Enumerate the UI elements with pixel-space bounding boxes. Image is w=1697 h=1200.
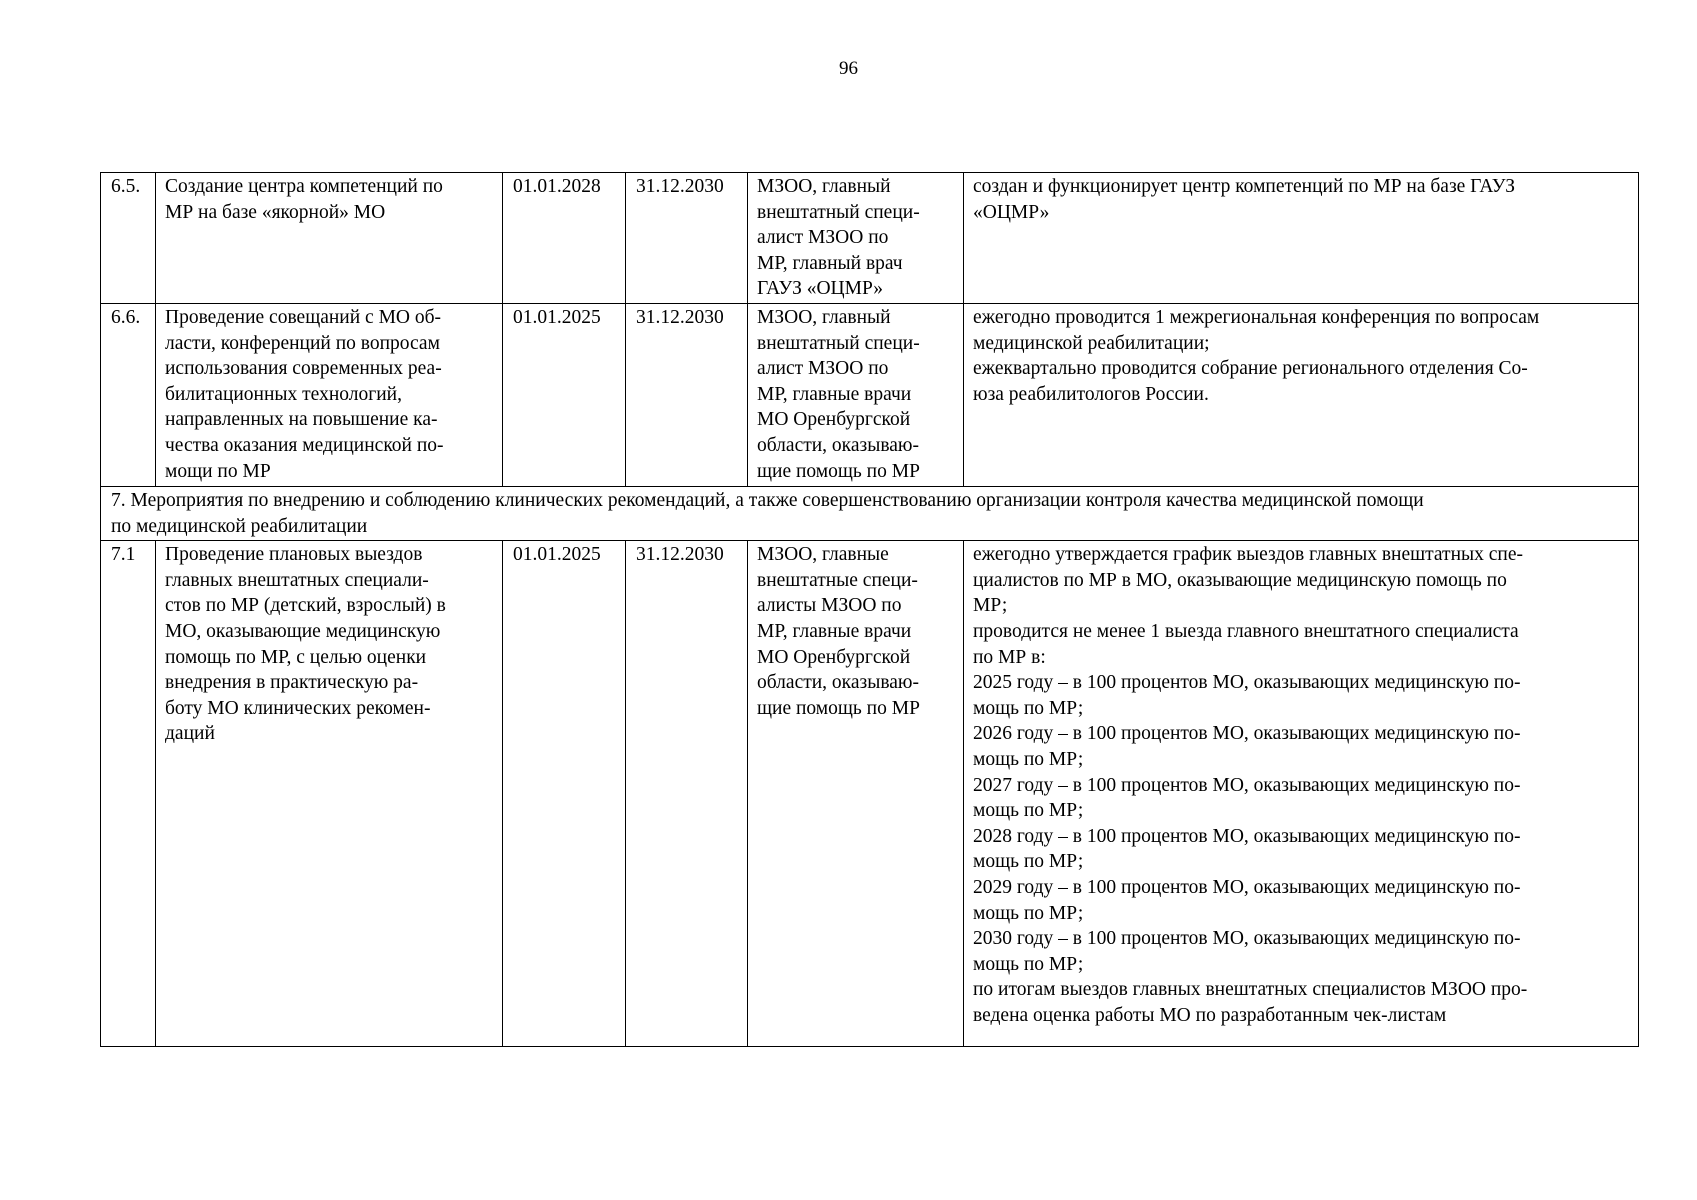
row-number: 6.6. xyxy=(101,304,156,487)
text-line: МР, главный врач xyxy=(757,252,903,274)
row-number: 7.1 xyxy=(101,541,156,1047)
result-cell xyxy=(964,173,1639,304)
start-date: 01.01.2025 xyxy=(503,304,626,487)
text-line: алисты МЗОО по xyxy=(757,595,902,617)
responsible-cell xyxy=(748,304,964,487)
end-date: 31.12.2030 xyxy=(626,173,748,304)
end-date: 31.12.2030 xyxy=(626,541,748,1047)
text-line: МР; xyxy=(973,595,1008,617)
text-line: ГАУЗ «ОЦМР» xyxy=(757,278,884,300)
text-line: МО Оренбургской xyxy=(757,646,911,668)
text-line: 2030 году – в 100 процентов МО, оказывающих медицинскую по- xyxy=(973,928,1521,950)
text-line: МЗОО, главный xyxy=(757,176,891,197)
text-line: внештатные специ- xyxy=(757,569,918,591)
text-line: юза реабилитологов России. xyxy=(973,383,1209,405)
text-line: 2028 году – в 100 процентов МО, оказывающих медицинскую по- xyxy=(973,825,1521,847)
text-line: создан и функционирует центр компетенций по МР на базе ГАУЗ xyxy=(973,176,1516,197)
text-line: алист МЗОО по xyxy=(757,358,889,380)
text-line: внедрения в практическую ра- xyxy=(165,672,419,694)
text-line: ежегодно проводится 1 межрегиональная конференция по вопросам xyxy=(973,307,1540,328)
text-line: области, оказываю- xyxy=(757,434,919,456)
text-line: области, оказываю- xyxy=(757,672,919,694)
table-row-6-5 xyxy=(101,173,1639,304)
text-line: Создание центра компетенций по xyxy=(165,176,443,197)
section-header-row xyxy=(101,487,1639,541)
responsible-cell xyxy=(748,173,964,304)
start-date: 01.01.2028 xyxy=(503,173,626,304)
text-line: направленных на повышение ка- xyxy=(165,409,438,431)
text-line: Проведение плановых выездов xyxy=(165,544,423,566)
text-line: внештатный специ- xyxy=(757,332,920,354)
text-line: 2029 году – в 100 процентов МО, оказывающих медицинскую по- xyxy=(973,876,1521,898)
text-line: внештатный специ- xyxy=(757,201,920,223)
page-number: 96 xyxy=(839,58,858,79)
result-cell xyxy=(964,304,1639,487)
text-line: главных внештатных специали- xyxy=(165,569,429,591)
text-line: по МР в: xyxy=(973,646,1046,668)
text-line: МР, главные врачи xyxy=(757,620,912,642)
text-line: мощь по МР; xyxy=(973,697,1084,719)
text-line: алист МЗОО по xyxy=(757,227,889,249)
text-line: щие помощь по МР xyxy=(757,460,920,482)
text-line: использования современных реа- xyxy=(165,358,442,380)
section-heading xyxy=(101,487,1639,541)
table-row-6-6 xyxy=(101,304,1639,487)
responsible-cell xyxy=(748,541,964,1047)
text-line: даций xyxy=(165,723,215,745)
text-line: МР на базе «якорной» МО xyxy=(165,201,386,223)
event-cell xyxy=(156,541,503,1047)
text-line: билитационных технологий, xyxy=(165,383,402,405)
start-date: 01.01.2025 xyxy=(503,541,626,1047)
text-line: мощь по МР; xyxy=(973,851,1084,873)
row-number: 6.5. xyxy=(101,173,156,304)
text-line: ласти, конференций по вопросам xyxy=(165,332,440,354)
text-line: помощь по МР, с целью оценки xyxy=(165,646,427,668)
result-cell xyxy=(964,541,1639,1047)
text-line: мощи по МР xyxy=(165,460,271,482)
text-line: ежеквартально проводится собрание регионального отделения Со- xyxy=(973,358,1528,380)
text-line: мощь по МР; xyxy=(973,902,1084,924)
text-line: щие помощь по МР xyxy=(757,697,920,719)
text-line: циалистов по МР в МО, оказывающие медицинскую помощь по xyxy=(973,569,1507,591)
text-line: МР, главные врачи xyxy=(757,383,912,405)
text-line: МЗОО, главный xyxy=(757,307,891,328)
text-line: боту МО клинических рекомен- xyxy=(165,697,431,719)
text-line: медицинской реабилитации; xyxy=(973,332,1210,354)
text-line: 2027 году – в 100 процентов МО, оказывающих медицинскую по- xyxy=(973,774,1521,796)
text-line: стов по МР (детский, взрослый) в xyxy=(165,595,446,617)
text-line: «ОЦМР» xyxy=(973,201,1050,223)
text-line: мощь по МР; xyxy=(973,953,1084,975)
text-line: по медицинской реабилитации xyxy=(111,515,368,537)
text-line: Проведение совещаний с МО об- xyxy=(165,307,442,328)
text-line: чества оказания медицинской по- xyxy=(165,434,444,456)
text-line: мощь по МР; xyxy=(973,800,1084,822)
end-date: 31.12.2030 xyxy=(626,304,748,487)
text-line: мощь по МР; xyxy=(973,748,1084,770)
text-line: 7. Мероприятия по внедрению и соблюдению клинических рекомендаций, а также совершенствованию организации контроля качества медицинской помощи xyxy=(111,490,1424,511)
text-line: ведена оценка работы МО по разработанным чек-листам xyxy=(973,1004,1447,1026)
event-cell xyxy=(156,304,503,487)
text-line: 2025 году – в 100 процентов МО, оказывающих медицинскую по- xyxy=(973,672,1521,694)
action-plan-table xyxy=(100,172,1639,1047)
text-line: МЗОО, главные xyxy=(757,544,889,566)
text-line: МО Оренбургской xyxy=(757,409,911,431)
text-line: проводится не менее 1 выезда главного внештатного специалиста xyxy=(973,620,1519,642)
text-line: ежегодно утверждается график выездов главных внештатных спе- xyxy=(973,544,1523,566)
text-line: по итогам выездов главных внештатных специалистов МЗОО про- xyxy=(973,979,1528,1001)
event-cell xyxy=(156,173,503,304)
text-line: МО, оказывающие медицинскую xyxy=(165,620,441,642)
text-line: 2026 году – в 100 процентов МО, оказывающих медицинскую по- xyxy=(973,723,1521,745)
table-row-7-1 xyxy=(101,541,1639,1047)
